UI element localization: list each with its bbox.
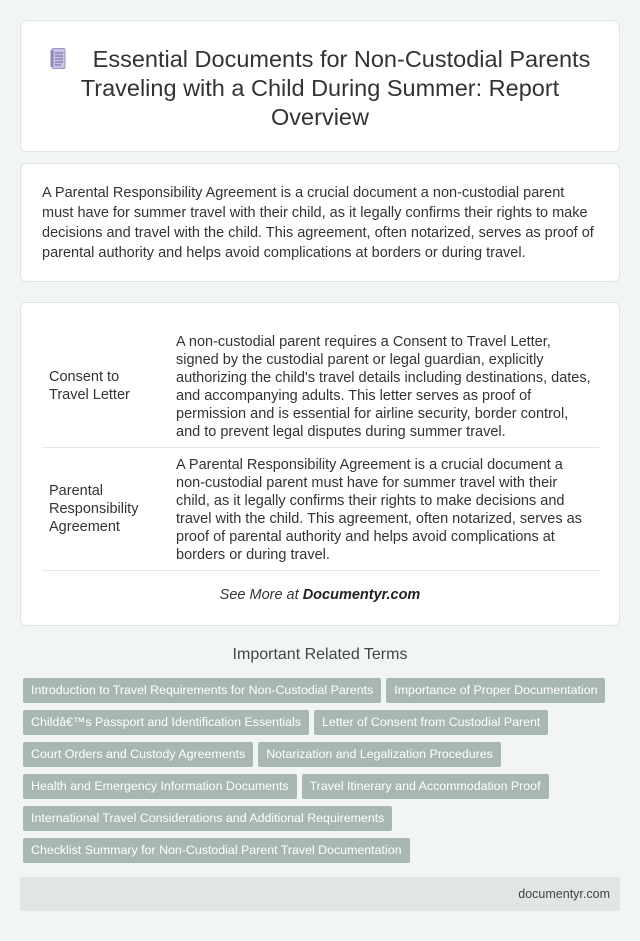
table-row xyxy=(42,325,599,448)
related-term-tag[interactable]: Court Orders and Custody Agreements xyxy=(23,742,253,767)
documents-table xyxy=(42,325,599,571)
footer-site[interactable]: documentyr.com xyxy=(518,887,610,901)
title-card xyxy=(20,20,620,152)
related-term-tag[interactable]: Health and Emergency Information Documents xyxy=(23,774,297,799)
table-description: A Parental Responsibility Agreement is a crucial document a non-custodial parent must have for summer travel with their child, as it legally confirms their rights to make decisions and travel with the child. This agreement, often notarized, serves as proof of parental authority and helps avoid complications at borders or during travel. xyxy=(170,448,599,571)
related-term-tag[interactable]: Notarization and Legalization Procedures xyxy=(258,742,501,767)
table-description: A non-custodial parent requires a Consent to Travel Letter, signed by the custodial parent or legal guardian, explicitly authorizing the child's travel details including destinations, dates, and accompanying adults. This letter serves as proof of permission and is essential for airline security, border control, and to prevent legal disputes during summer travel. xyxy=(170,325,599,448)
related-term-tag[interactable]: Travel Itinerary and Accommodation Proof xyxy=(302,774,549,799)
related-terms-title: Important Related Terms xyxy=(232,646,408,663)
intro-text: A Parental Responsibility Agreement is a crucial document a non-custodial parent must have for summer travel with their child, as it legally confirms their rights to make decisions and travel with the child. This agreement, often notarized, serves as proof of parental authority and helps avoid complications at borders or during travel. xyxy=(42,185,594,261)
related-terms-tags xyxy=(23,678,623,870)
page-title xyxy=(21,21,619,132)
intro-card xyxy=(20,163,620,282)
related-term-tag[interactable]: Checklist Summary for Non-Custodial Parent Travel Documentation xyxy=(23,838,410,863)
see-more xyxy=(21,587,619,603)
table-row xyxy=(42,448,599,571)
document-icon xyxy=(50,48,67,69)
table-term: Consent to Travel Letter xyxy=(42,325,170,448)
table-term: Parental Responsibility Agreement xyxy=(42,448,170,571)
related-term-tag[interactable]: Importance of Proper Documentation xyxy=(386,678,605,703)
related-term-tag[interactable]: Childâ€™s Passport and Identification Essentials xyxy=(23,710,309,735)
see-more-prefix: See More at xyxy=(219,587,299,603)
footer xyxy=(20,877,620,911)
see-more-link[interactable]: Documentyr.com xyxy=(302,587,421,603)
documents-table-card xyxy=(20,302,620,626)
related-term-tag[interactable]: Letter of Consent from Custodial Parent xyxy=(314,710,548,735)
related-term-tag[interactable]: Introduction to Travel Requirements for Non-Custodial Parents xyxy=(23,678,381,703)
page-title-text: Essential Documents for Non-Custodial Parents Traveling with a Child During Summer: Report Overview xyxy=(80,46,591,130)
related-term-tag[interactable]: International Travel Considerations and Additional Requirements xyxy=(23,806,392,831)
